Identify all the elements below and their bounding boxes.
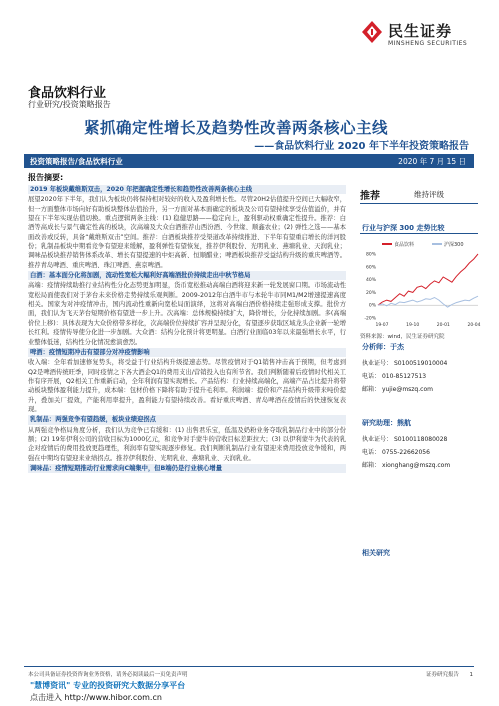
analyst-block-2 bbox=[362, 418, 480, 469]
x-tick-label: 19-07 bbox=[375, 323, 389, 328]
brand-name-cn: 民生证券 bbox=[388, 22, 453, 40]
legend-label: 沪深300 bbox=[444, 242, 464, 248]
analyst-title: 分析师：于杰 bbox=[362, 343, 404, 351]
report-type: 行业研究/投资策略报告 bbox=[28, 100, 111, 109]
paragraph bbox=[28, 348, 346, 414]
report-date: 2020 年 7 月 15 日 bbox=[398, 157, 466, 166]
summary-heading: 报告摘要: bbox=[28, 173, 64, 182]
x-tick-label: 20-01 bbox=[436, 323, 450, 328]
divider bbox=[360, 233, 478, 234]
analyst-mail-row[interactable]: 邮箱： xionghang@mszq.com bbox=[362, 462, 451, 469]
x-tick-label: 20-04 bbox=[467, 323, 481, 328]
y-tick-label: 20% bbox=[365, 290, 376, 296]
y-tick-label: 40% bbox=[365, 278, 376, 284]
trend-chart bbox=[358, 238, 482, 338]
footer-right: 证券研究报告 1 bbox=[425, 672, 473, 678]
category-bar bbox=[24, 154, 474, 168]
paragraph bbox=[28, 464, 346, 473]
related-research-heading: 相关研究 bbox=[362, 549, 390, 557]
watermark-line-1: "慧博资讯" 专业的投资研究大数据分享平台 bbox=[30, 681, 186, 690]
analyst-id-row: 执业证号： S0100118080028 bbox=[362, 436, 448, 443]
analyst-tel-row: 电话： 0755-22662056 bbox=[362, 449, 430, 456]
analyst-tel-row: 电话： 010-85127513 bbox=[362, 373, 427, 380]
category-label: 投资策略报告/食品饮料行业 bbox=[30, 157, 123, 166]
series-line bbox=[378, 254, 478, 305]
paragraph bbox=[28, 185, 346, 270]
paragraph bbox=[28, 271, 346, 347]
legend-label: 食品饮料 bbox=[394, 242, 415, 248]
analyst-block-1 bbox=[362, 342, 480, 393]
page-number: 1 bbox=[469, 672, 473, 678]
x-tick-label: 19-10 bbox=[406, 323, 420, 328]
minsheng-logo-icon bbox=[360, 20, 384, 44]
paragraph-text: 从两强竞争格局角度分析，我们认为竞争已有缓和：(1) 出售君乐宝，低温及奶粉业务夺取乳制品行业中的部分份额；(2) 19年伊利公司的营收目标为1000亿元，和竞争对手蒙牛的营收目标差距拉大；(3) 以伊利蒙牛为代表的乳企对疫情后的费用投放更趋理性，利润率有望实现逐步修复。我们判断乳制品行业有望迎来费用投放竞争缓和，两强在中期均有望迎来业绩拐点。推荐伊利股份、光明乳业、燕塘乳业、天润乳业。 bbox=[28, 426, 346, 462]
disclaimer: 本公司具备证券投资咨询业务资格，请务必阅读最后一页免责声明 bbox=[28, 672, 188, 678]
section-heading: 啤酒：疫情短期冲击有望部分对冲疫情影响 bbox=[28, 348, 346, 357]
paragraph-text: 高端：疫情持续助推行业结构性分化态势更加明显，货币宽松推动高端白酒将迎来新一轮发展窗口期。市场流动性宽松局面使我们对于茅台未来价格走势持续乐观判断。2009-2012年白酒牛市与本轮牛市同M1/M2增速提速高度相关。国家为对冲疫情冲击，国内流动性重新向宽松局面演绎，这将对高端白酒价格持续走强形成支撑。批价方面，我们认为飞天茅台短期价格有望进一步上升。次高端：总体规模持续扩大，降价增长，分化持续加剧。多(高端价位上移)：具体表现为大众价格带多样化，次高端价位持续扩容并呈现分化，有望逐步获取区域龙头企业新一轮增长红利。疫情传导使分化进一步加剧。大众酒：结构分化预计将更明显。白酒行业面临03年以来最强增长水平，行业整体低迷，结构性分化情况愈演愈烈。 bbox=[28, 282, 346, 346]
summary-body bbox=[28, 184, 346, 474]
paragraph-text: 展望2020年下半年，我们认为板块仍将保持相对较好的收入及盈利增长性。尽管20H2估值提升空间已大幅收窄，但一方面整体市场向好有助板块整体估值抬升，另一方面对基本面确定的板块及公司有望持续享受估值溢价，并有望在下半年实现估值切换。重点逻辑两条主线：(1) 稳健思路——稳定向上，盈利驱动权重确定性提升。推荐：白酒等高成长与景气确定性高的板块，次高端及大众白酒推荐山西汾酒、今世缘、顺鑫农业；(2) 弹性之选——基本面改善或反转，具备“戴维斯双击”空间。推荐：白酒板块推荐受渠道改革持续推进、下半年有望重启增长的洋河股份；乳制品板块中期看竞争有望迎来缓解，盈利弹性有望恢复，推荐伊利股份、光明乳业、燕塘乳业、天润乳业；调味品板块推荐销售体系改革、增长有望提速的中炬高新、恒顺醋业；啤酒板块推荐受益结构升级的重庆啤酒等。推荐青岛啤酒、重庆啤酒、珠江啤酒、燕京啤酒。 bbox=[28, 196, 346, 269]
analyst-title: 研究助理：熊航 bbox=[362, 419, 411, 427]
analyst-name: 于杰 bbox=[390, 343, 404, 351]
y-tick-label: 0% bbox=[368, 303, 376, 309]
chart-source: 资料来源：wind，民生证券研究院 bbox=[360, 334, 445, 340]
rating-value: 维持评级 bbox=[414, 190, 444, 199]
paragraph-text: 收入端：全年看加速修复势头，将受益于行业结构升级提速态势。尽管疫情对于Q1销售冲击高于预期，但考虑到Q2是啤酒传统旺季，同时疫情之下各大酒企Q1的费用支出/营销投入也有所节省。我们判断随着后疫情时代相关工作有序开展，Q2相关工作重新启动，全年利润有望实现增长。产品结构：行业持续高端化，高端产品占比提升将带动板块整体盈利能力提升，成本端：包材价格下降将有助于提升毛利率。利润端：提价和产品结构升级带来吨价提升，叠加关厂提效，产能利用率提升，盈利能力有望持续改善。看好重庆啤酒、青岛啤酒在疫情后的快速恢复表现。 bbox=[28, 359, 346, 413]
paragraph bbox=[28, 415, 346, 463]
divider bbox=[360, 203, 478, 204]
y-tick-label: 80% bbox=[365, 252, 376, 258]
chart-title: 行业与沪深 300 走势比较 bbox=[362, 224, 445, 232]
analyst-mail-row[interactable]: 邮箱： yujie@mszq.com bbox=[362, 386, 433, 393]
section-heading: 2019 年板块戴维斯双击，2020 年把握确定性增长和趋势性改善两条核心主线 bbox=[28, 185, 346, 194]
rating-label: 推荐 bbox=[360, 191, 380, 202]
section-heading: 乳制品：两强竞争有望趋缓，板块业绩迎拐点 bbox=[28, 415, 346, 424]
report-title: 紧抓确定性增长及趋势性改善两条核心主线 bbox=[84, 119, 389, 137]
section-heading: 白酒：基本面分化将加剧，流动性宽松大幅利好高端酒批价持续走出中秋节格局 bbox=[28, 271, 346, 280]
watermark-link[interactable]: 点击进入 http://www.hibor.com.cn bbox=[30, 693, 162, 702]
report-subtitle: ——食品饮料行业 2020 年下半年投资策略报告 bbox=[254, 141, 469, 152]
y-tick-label: 60% bbox=[365, 265, 376, 271]
section-heading: 调味品：疫情短期推动行业需求向C端集中，但B端仍是行业核心增量 bbox=[28, 464, 346, 473]
footer-divider bbox=[24, 666, 474, 667]
analyst-id-row: 执业证号： S0100519010004 bbox=[362, 360, 448, 367]
brand-name-en: MINSHENG SECURITIES bbox=[388, 40, 468, 47]
industry-label: 食品饮料行业 bbox=[28, 86, 107, 101]
y-tick-label: -20% bbox=[364, 316, 376, 322]
series-line bbox=[378, 296, 478, 307]
analyst-name: 熊航 bbox=[397, 419, 411, 427]
